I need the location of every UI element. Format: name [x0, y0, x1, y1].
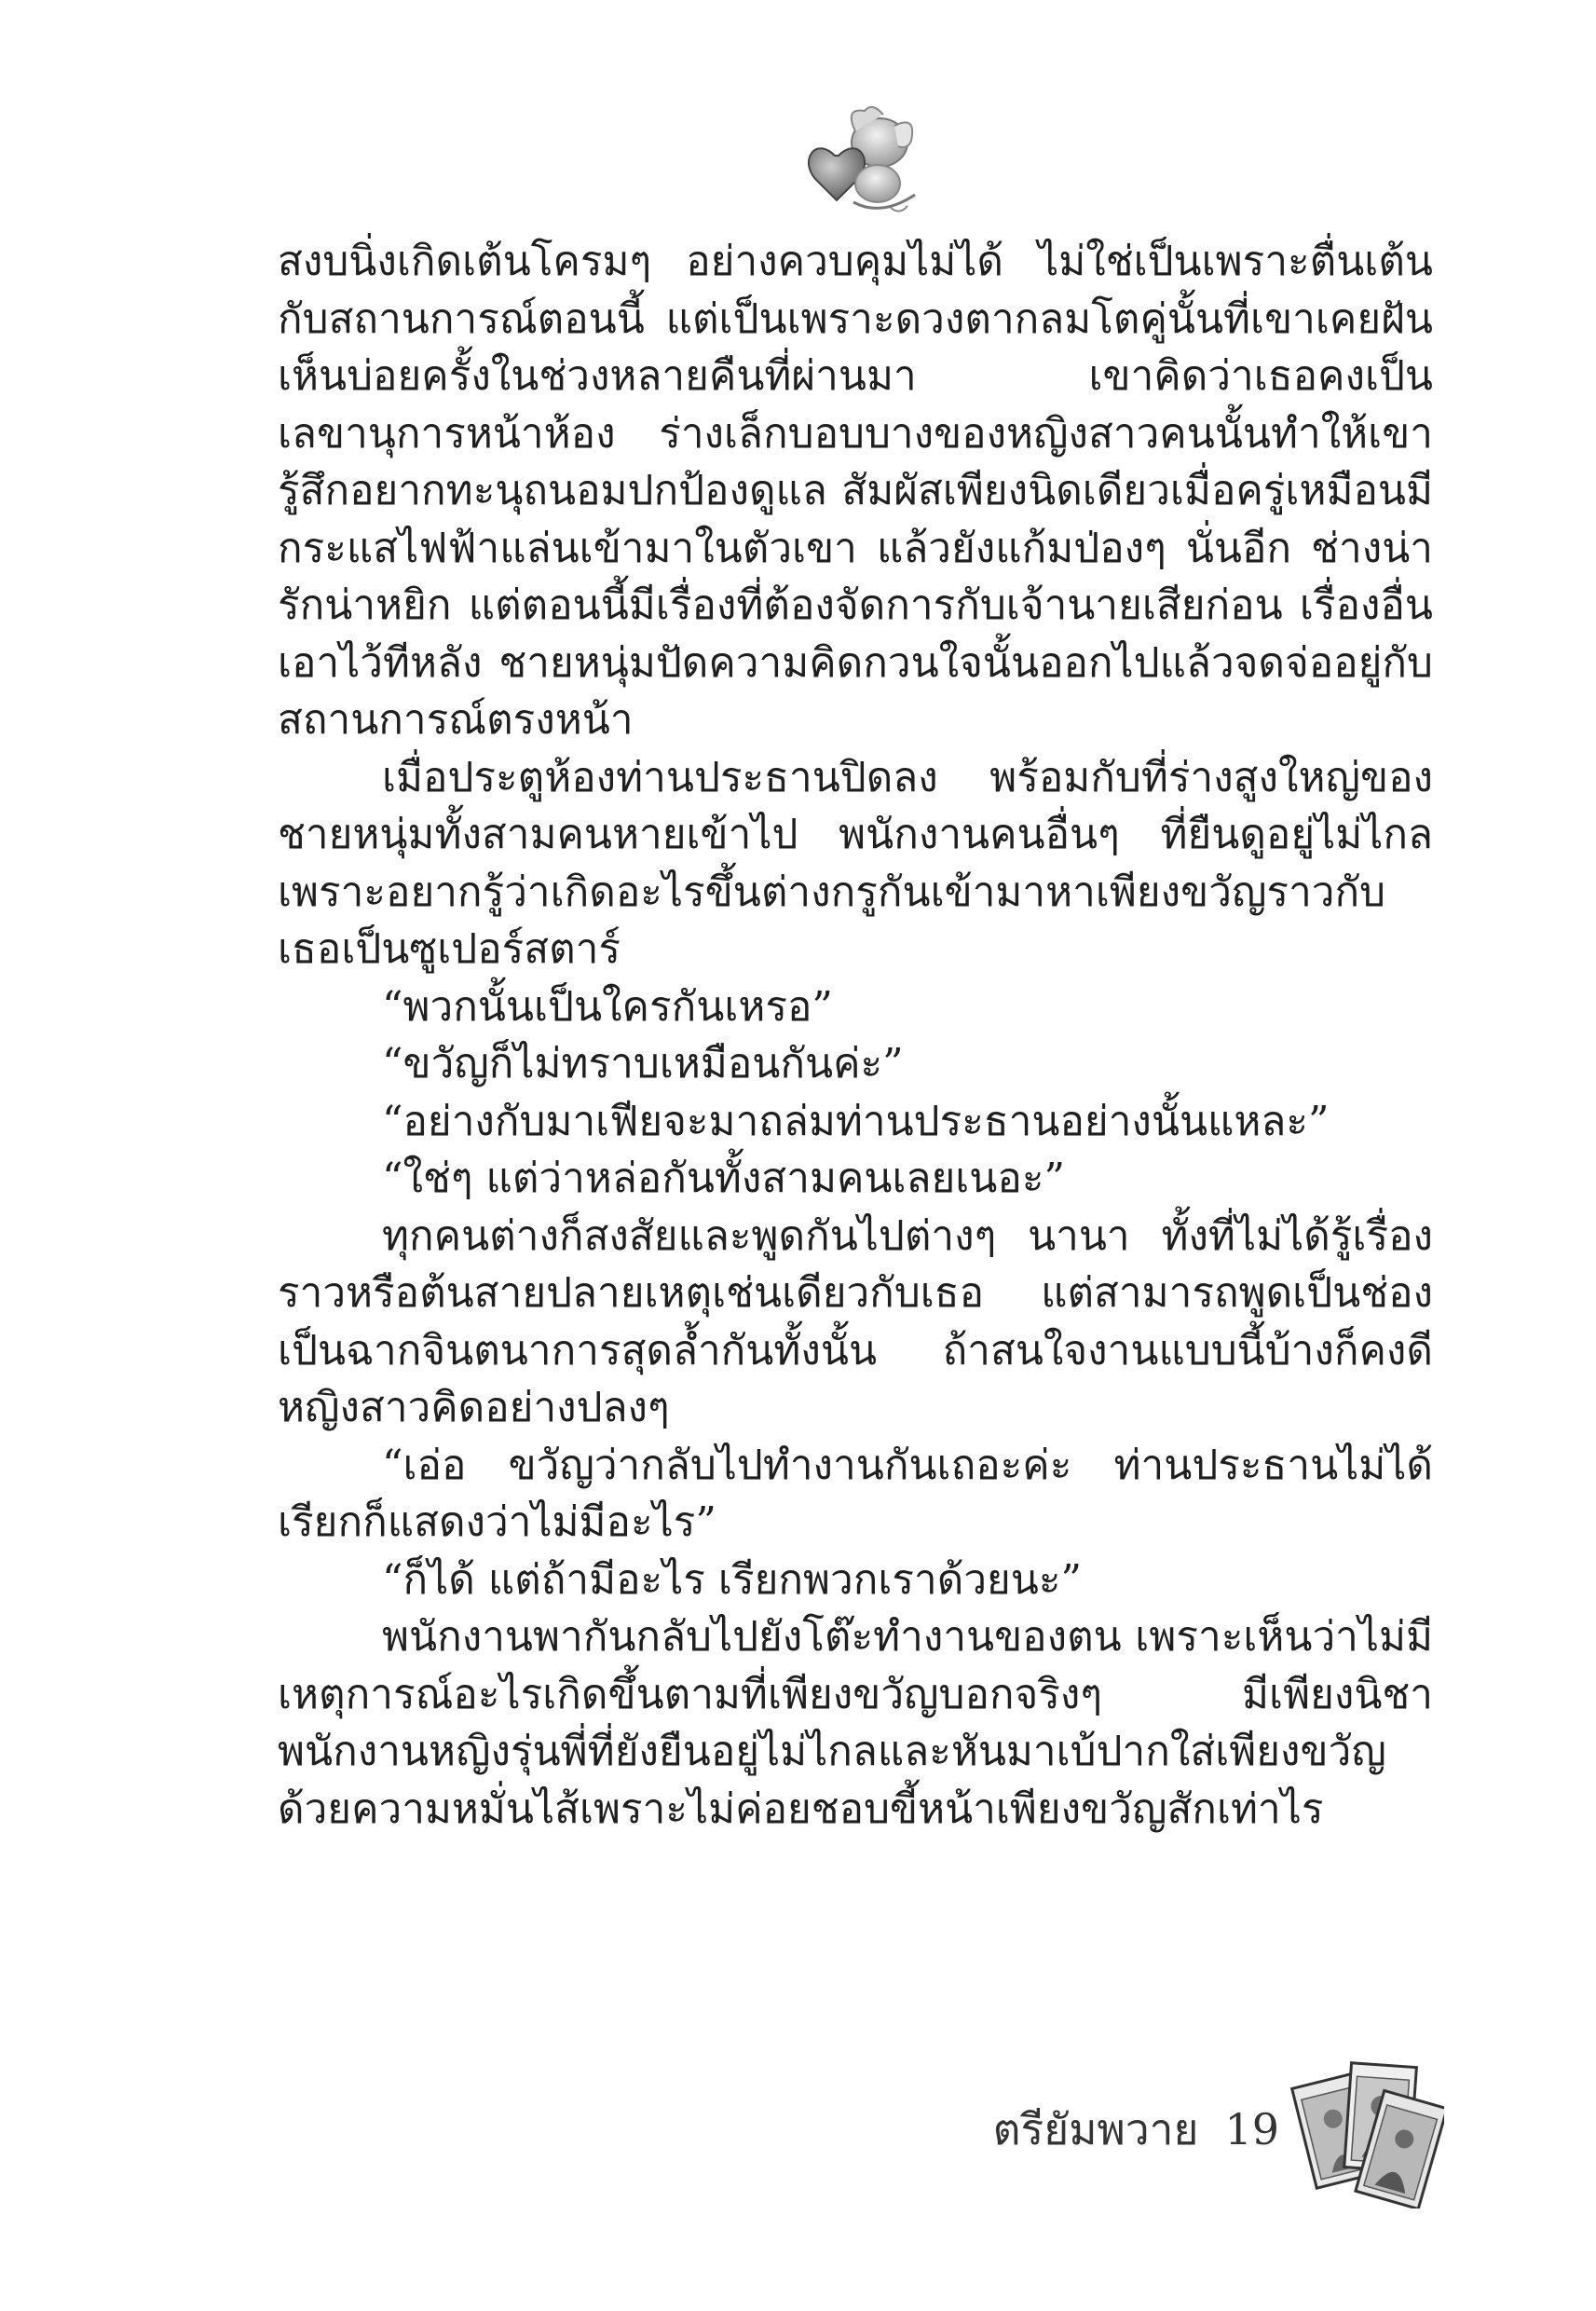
dialogue-line: “เอ่อ ขวัญว่ากลับไปทำงานกันเถอะค่ะ ท่านประธานไม่ได้เรียกก็แสดงว่าไม่มีอะไร”: [278, 1441, 1433, 1546]
dialogue-line: “ก็ได้ แต่ถ้ามีอะไร เรียกพวกเราด้วยนะ”: [382, 1555, 1083, 1604]
paragraph: ทุกคนต่างก็สงสัยและพูดกันไปต่างๆ นานา ทั้งที่ไม่ได้รู้เรื่องราวหรือต้นสายปลายเหตุเช่นเดียวกับเธอ แต่สามารถพูดเป็นช่องเป็นฉากจินตนาการสุดล้ำกันทั้งนั้น ถ้าสนใจงานแบบนี้บ้างก็คงดี หญิงสาวคิดอย่างปลงๆ: [278, 1211, 1433, 1431]
dialogue-line: “ขวัญก็ไม่ทราบเหมือนกันค่ะ”: [382, 1040, 904, 1087]
page-footer: [993, 2101, 1279, 2157]
cupid-heart-icon: [798, 98, 928, 219]
tarot-cards-icon: [1286, 2050, 1444, 2208]
paragraph: สงบนิ่งเกิดเต้นโครมๆ อย่างควบคุมไม่ได้ ไม่ใช่เป็นเพราะตื่นเต้นกับสถานการณ์ตอนนี้ แต่เป็นเพราะดวงตากลมโตคู่นั้นที่เขาเคยฝันเห็นบ่อยครั้งในช่วงหลายคืนที่ผ่านมา เขาคิดว่าเธอคงเป็นเลขานุการหน้าห้อง ร่างเล็กบอบบางของหญิงสาวคนนั้นทำให้เขารู้สึกอยากทะนุถนอมปกป้องดูแล สัมผัสเพียงนิดเดียวเมื่อครู่เหมือนมีกระแสไฟฟ้าแล่นเข้ามาในตัวเขา แล้วยังแก้มป่องๆ นั่นอีก ช่างน่ารักน่าหยิก แต่ตอนนี้มีเรื่องที่ต้องจัดการกับเจ้านายเสียก่อน เรื่องอื่นเอาไว้ทีหลัง ชายหนุ่มปัดความคิดกวนใจนั้นออกไปแล้วจดจ่ออยู่กับสถานการณ์ตรงหน้า: [278, 238, 1433, 744]
book-title: ตรียัมพวาย: [992, 2104, 1199, 2154]
page-number: 19: [1224, 2104, 1279, 2154]
dialogue-line: “อย่างกับมาเฟียจะมาถล่มท่านประธานอย่างนั้นแหละ”: [382, 1097, 1330, 1145]
dialogue-line: “พวกนั้นเป็นใครกันเหรอ”: [382, 982, 833, 1031]
dialogue-line: “ใช่ๆ แต่ว่าหล่อกันทั้งสามคนเลยเนอะ”: [382, 1155, 1065, 1202]
paragraph: พนักงานพากันกลับไปยังโต๊ะทำงานของตน เพราะเห็นว่าไม่มีเหตุการณ์อะไรเกิดขึ้นตามที่เพียงขวัญบอกจริงๆ มีเพียงนิชาพนักงานหญิงรุ่นพี่ที่ยังยืนอยู่ไม่ไกลและหันมาเบ้ปากใส่เพียงขวัญด้วยความหมั่นไส้เพราะไม่ค่อยชอบขี้หน้าเพียงขวัญสักเท่าไร: [278, 1613, 1433, 1833]
paragraph: เมื่อประตูห้องท่านประธานปิดลง พร้อมกับที่ร่างสูงใหญ่ของชายหนุ่มทั้งสามคนหายเข้าไป พนักงานคนอื่นๆ ที่ยืนดูอยู่ไม่ไกลเพราะอยากรู้ว่าเกิดอะไรขึ้นต่างกรูกันเข้ามาหาเพียงขวัญราวกับเธอเป็นซูเปอร์สตาร์: [278, 753, 1433, 973]
body-text: [278, 233, 1433, 1838]
